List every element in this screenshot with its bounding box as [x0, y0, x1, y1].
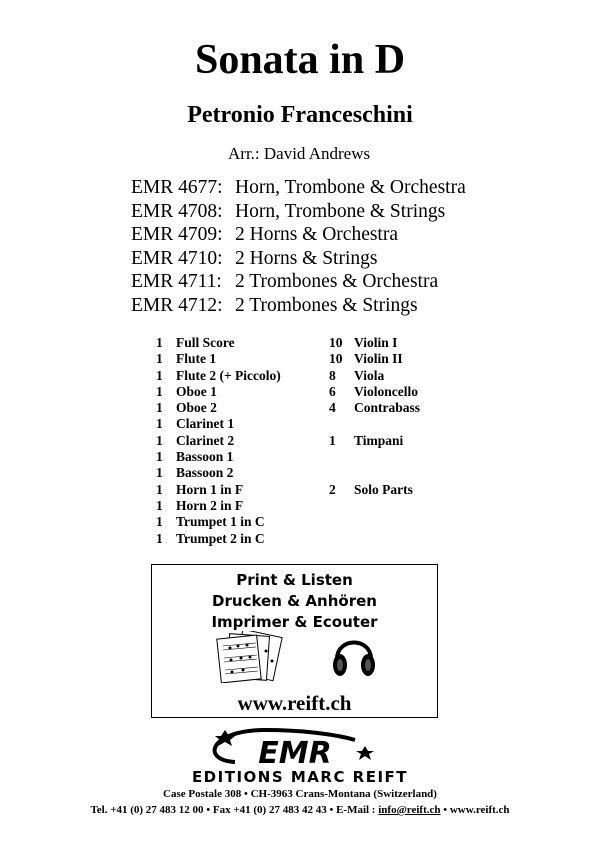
- promo-line-english: Print & Listen: [236, 571, 353, 589]
- edition-desc: 2 Trombones & Orchestra: [235, 271, 439, 293]
- instrument-name: Violoncello: [354, 383, 418, 399]
- edition-item: [131, 270, 466, 294]
- instrument-qty: 1: [156, 449, 163, 465]
- composer-name: Petronio Franceschini: [187, 102, 413, 128]
- edition-code: EMR 4712:: [131, 294, 223, 316]
- instrument-row: [156, 416, 281, 432]
- instrument-name: Horn 1 in F: [176, 481, 244, 497]
- publisher-address: Case Postale 308 • CH-3963 Crans-Montana (Switzerland): [163, 788, 437, 800]
- instrument-name: Timpani: [354, 432, 404, 448]
- edition-code: EMR 4708:: [131, 200, 223, 222]
- instrument-name: Solo Parts: [354, 481, 413, 497]
- instrument-name: Bassoon 2: [176, 465, 234, 481]
- instrument-row: [156, 482, 281, 498]
- email-link[interactable]: info@reift.ch: [378, 804, 441, 816]
- instrument-qty: 6: [329, 383, 336, 399]
- instrument-qty: 1: [156, 383, 163, 399]
- instrument-qty: 1: [156, 514, 163, 530]
- arranger-credit: Arr.: David Andrews: [228, 144, 371, 163]
- instrument-row: [329, 384, 420, 400]
- instrument-row: [156, 498, 281, 514]
- instrument-qty: 1: [156, 400, 163, 416]
- instrument-qty: 10: [329, 335, 343, 350]
- instrument-row: [156, 351, 281, 367]
- edition-code: EMR 4711:: [131, 271, 222, 293]
- instrument-qty: 1: [156, 530, 163, 546]
- instrument-qty: 8: [329, 367, 336, 383]
- edition-item: [131, 294, 466, 318]
- instrument-name: Trumpet 1 in C: [176, 514, 265, 530]
- instrument-row: [329, 433, 420, 449]
- instrument-row-spacer: [329, 449, 420, 465]
- edition-item: [131, 247, 466, 271]
- instrument-name: Horn 2 in F: [176, 497, 244, 513]
- instrument-row-spacer: [329, 416, 420, 432]
- instrument-row: [329, 482, 420, 498]
- edition-desc: 2 Horns & Strings: [235, 247, 378, 269]
- publisher-name: EDITIONS MARC REIFT: [191, 768, 409, 786]
- instrument-row: [156, 449, 281, 465]
- instrument-row: [156, 465, 281, 481]
- promo-line-french: Imprimer & Ecouter: [211, 613, 378, 631]
- edition-code: EMR 4710:: [131, 247, 223, 269]
- instrument-row: [329, 368, 420, 384]
- edition-list: [131, 176, 466, 318]
- instrument-qty: 1: [156, 432, 163, 448]
- contact-line: [0, 803, 600, 817]
- instrument-row: [156, 335, 281, 351]
- instrument-row: [329, 351, 420, 367]
- instrument-name: Clarinet 1: [176, 416, 235, 432]
- instrument-name: Violin I: [354, 335, 398, 350]
- edition-desc: Horn, Trombone & Strings: [235, 200, 446, 222]
- instrument-qty: 1: [156, 465, 163, 481]
- instrument-name: Contrabass: [354, 400, 421, 416]
- instrument-qty: 2: [329, 481, 336, 497]
- instrument-name: Oboe 1: [176, 383, 217, 399]
- contact-phone-fax: Tel. +41 (0) 27 483 12 00 • Fax +41 (0) 27 483 42 43 • E-Mail :: [90, 804, 379, 816]
- instrument-list-right: [329, 335, 420, 498]
- instrument-row: [156, 400, 281, 416]
- edition-desc: Horn, Trombone & Orchestra: [235, 177, 466, 198]
- emr-logo: [205, 726, 385, 768]
- page-title: Sonata in D: [194, 37, 406, 83]
- instrument-row: [329, 335, 420, 351]
- sheet-music-icon: [216, 631, 286, 683]
- instrument-row: [156, 368, 281, 384]
- instrument-row: [156, 514, 281, 530]
- instrument-qty: 1: [156, 416, 163, 432]
- instrument-qty: 1: [156, 335, 163, 350]
- instrument-qty: 4: [329, 400, 336, 416]
- print-listen-box: [151, 564, 438, 718]
- instrument-row: [329, 400, 420, 416]
- website-link[interactable]: www.reift.ch: [237, 691, 352, 715]
- instrument-qty: 1: [156, 367, 163, 383]
- instrument-row-spacer: [329, 465, 420, 481]
- edition-item: [131, 200, 466, 224]
- instrument-list-left: [156, 335, 281, 547]
- instrument-row: [156, 531, 281, 547]
- instrument-name: Flute 2 (+ Piccolo): [176, 367, 281, 383]
- edition-item: [131, 223, 466, 247]
- instrument-name: Bassoon 1: [176, 449, 234, 465]
- edition-code: EMR 4677:: [131, 177, 223, 198]
- instrument-row: [156, 433, 281, 449]
- instrument-row: [156, 384, 281, 400]
- contact-website[interactable]: • www.reift.ch: [440, 804, 510, 816]
- edition-desc: 2 Horns & Orchestra: [235, 224, 398, 246]
- instrument-name: Oboe 2: [176, 400, 217, 416]
- promo-line-german: Drucken & Anhören: [212, 592, 377, 610]
- edition-code: EMR 4709:: [131, 224, 223, 246]
- edition-desc: 2 Trombones & Strings: [235, 294, 418, 316]
- instrument-name: Clarinet 2: [176, 432, 235, 448]
- instrument-qty: 1: [329, 432, 336, 448]
- instrument-name: Violin II: [354, 351, 403, 367]
- edition-item: [131, 176, 466, 200]
- instrument-name: Full Score: [176, 335, 235, 350]
- instrument-qty: 1: [156, 481, 163, 497]
- instrument-name: Viola: [354, 367, 385, 383]
- instrument-name: Flute 1: [176, 351, 217, 367]
- instrument-qty: 1: [156, 351, 163, 367]
- instrument-qty: 1: [156, 497, 163, 513]
- headphones-icon: [330, 629, 378, 681]
- logo-text: EMR: [258, 736, 332, 768]
- instrument-name: Trumpet 2 in C: [176, 530, 265, 546]
- instrument-qty: 10: [329, 351, 343, 367]
